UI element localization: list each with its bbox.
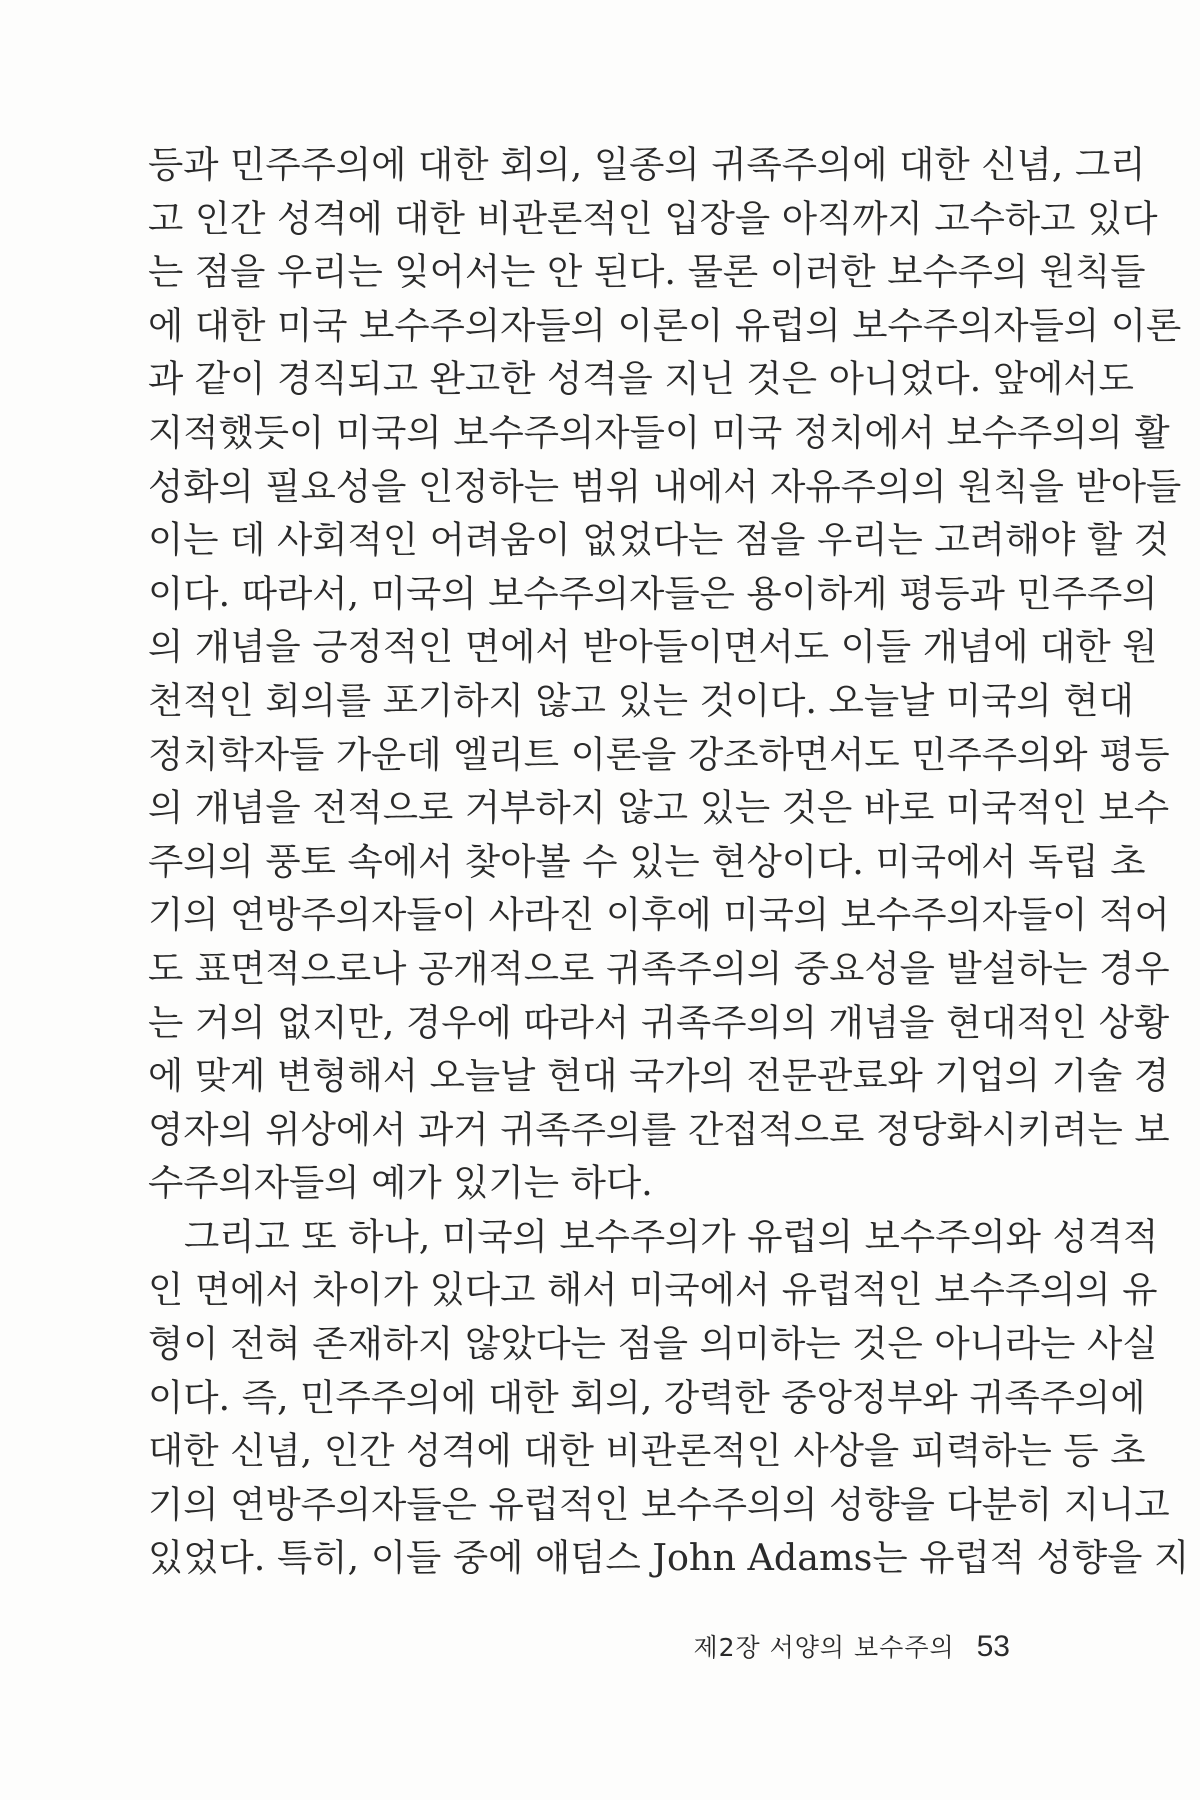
text-line: 는 거의 없지만, 경우에 따라서 귀족주의의 개념을 현대적인 상황 bbox=[148, 1000, 1170, 1044]
page-footer bbox=[693, 1628, 1010, 1664]
text-line: 기의 연방주의자들이 사라진 이후에 미국의 보수주의자들이 적어 bbox=[148, 893, 1170, 937]
paragraph-end-line: 수주의자들의 예가 있기는 하다. bbox=[148, 1161, 653, 1205]
text-line: 이다. 즉, 민주주의에 대한 회의, 강력한 중앙정부와 귀족주의에 bbox=[148, 1375, 1146, 1419]
text-line: 에 대한 미국 보수주의자들의 이론이 유럽의 보수주의자들의 이론 bbox=[148, 303, 1182, 347]
text-line: 등과 민주주의에 대한 회의, 일종의 귀족주의에 대한 신념, 그리 bbox=[148, 143, 1146, 186]
text-line: 의 개념을 긍정적인 면에서 받아들이면서도 이들 개념에 대한 원 bbox=[148, 625, 1158, 669]
text-line: 천적인 회의를 포기하지 않고 있는 것이다. 오늘날 미국의 현대 bbox=[148, 678, 1134, 722]
text-line: 과 같이 경직되고 완고한 성격을 지닌 것은 아니었다. 앞에서도 bbox=[148, 357, 1134, 401]
text-line: 에 맞게 변형해서 오늘날 현대 국가의 전문관료와 기업의 기술 경 bbox=[148, 1054, 1170, 1098]
text-line: 는 점을 우리는 잊어서는 안 된다. 물론 이러한 보수주의 원칙들 bbox=[148, 250, 1146, 294]
text-line: 지적했듯이 미국의 보수주의자들이 미국 정치에서 보수주의의 활 bbox=[148, 410, 1170, 454]
running-head: 제2장 서양의 보수주의 bbox=[693, 1633, 955, 1662]
text-line: 이다. 따라서, 미국의 보수주의자들은 용이하게 평등과 민주주의 bbox=[148, 571, 1158, 615]
page-number: 53 bbox=[976, 1630, 1010, 1663]
text-line: 주의의 풍토 속에서 찾아볼 수 있는 현상이다. 미국에서 독립 초 bbox=[148, 839, 1146, 883]
text-line: 이는 데 사회적인 어려움이 없었다는 점을 우리는 고려해야 할 것 bbox=[148, 518, 1170, 562]
body-text bbox=[148, 138, 1190, 1585]
paragraph-start-line: 그리고 또 하나, 미국의 보수주의가 유럽의 보수주의와 성격적 bbox=[184, 1214, 1159, 1258]
text-line: 성화의 필요성을 인정하는 범위 내에서 자유주의의 원칙을 받아들 bbox=[148, 464, 1182, 508]
text-line: 형이 전혀 존재하지 않았다는 점을 의미하는 것은 아니라는 사실 bbox=[148, 1322, 1158, 1366]
text-line: 대한 신념, 인간 성격에 대한 비관론적인 사상을 피력하는 등 초 bbox=[148, 1429, 1146, 1473]
text-line: 정치학자들 가운데 엘리트 이론을 강조하면서도 민주주의와 평등 bbox=[148, 732, 1170, 776]
text-line: 기의 연방주의자들은 유럽적인 보수주의의 성향을 다분히 지니고 bbox=[148, 1482, 1170, 1526]
text-line: 의 개념을 전적으로 거부하지 않고 있는 것은 바로 미국적인 보수 bbox=[148, 786, 1170, 830]
text-line: 인 면에서 차이가 있다고 해서 미국에서 유럽적인 보수주의의 유 bbox=[148, 1268, 1158, 1312]
text-line: 도 표면적으로나 공개적으로 귀족주의의 중요성을 발설하는 경우 bbox=[148, 946, 1170, 990]
text-line: 있었다. 특히, 이들 중에 애덤스 John Adams는 유럽적 성향을 지 bbox=[148, 1536, 1190, 1580]
text-line: 영자의 위상에서 과거 귀족주의를 간접적으로 정당화시키려는 보 bbox=[148, 1107, 1170, 1151]
text-line: 고 인간 성격에 대한 비관론적인 입장을 아직까지 고수하고 있다 bbox=[148, 196, 1158, 240]
